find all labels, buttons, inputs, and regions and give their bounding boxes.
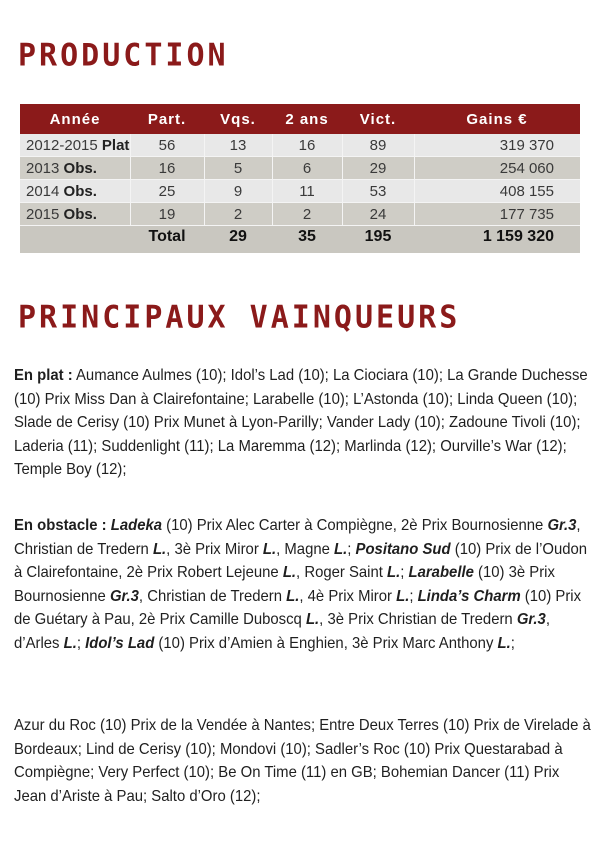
col-header-gains: Gains €	[414, 104, 580, 134]
obstacle-segment: , Christian de Tredern	[14, 517, 581, 558]
obstacle-emphasis: L.	[334, 540, 348, 558]
obstacle-segment: , Roger Saint	[296, 564, 388, 581]
cell-2ans: 6	[272, 157, 342, 180]
cell-year	[20, 134, 130, 157]
obstacle-emphasis: L.	[286, 587, 300, 605]
col-header-2ans: 2 ans	[272, 104, 342, 134]
table-row	[20, 157, 580, 180]
year-text: 2012-2015	[26, 136, 98, 154]
cell-vqs: 13	[204, 134, 272, 157]
cell-vqs: 9	[204, 180, 272, 203]
cell-vict: 53	[342, 180, 414, 203]
cell-2ans: 11	[272, 180, 342, 203]
race-type-tag: Obs.	[63, 159, 97, 177]
obstacle-emphasis: L.	[396, 587, 410, 605]
year-text: 2014	[26, 182, 60, 200]
obstacle-emphasis: L.	[497, 634, 511, 652]
cell-year	[20, 203, 130, 226]
obstacle-segment: ;	[347, 540, 356, 558]
obstacle-emphasis: Larabelle	[408, 564, 474, 581]
obstacle-emphasis: L.	[282, 564, 297, 581]
obstacle-segment: ;	[400, 564, 409, 581]
cell-year	[20, 157, 130, 180]
cell-gains: 319 370	[414, 134, 580, 157]
col-header-vqs: Vqs.	[204, 104, 272, 134]
obstacle-segment: ;	[510, 634, 515, 652]
obstacle-emphasis: L.	[63, 634, 77, 652]
cell-part: 25	[130, 180, 204, 203]
obstacle-emphasis: L.	[152, 540, 167, 558]
obstacle-segment: (10) Prix de Guétary à Pau, 2è Prix Camille Duboscq	[14, 587, 582, 628]
table-row	[20, 180, 580, 203]
cell-vict: 89	[342, 134, 414, 157]
cell-vqs: 2	[204, 203, 272, 226]
cell-year	[20, 180, 130, 203]
obstacle-label: En obstacle :	[14, 517, 107, 534]
table-header-row	[20, 104, 580, 134]
obstacle-emphasis: Idol’s Lad	[85, 634, 155, 652]
cell-part: 56	[130, 134, 204, 157]
obstacle-emphasis: Gr.3	[516, 611, 546, 628]
total-vict: 195	[342, 226, 414, 249]
cell-vqs: 5	[204, 157, 272, 180]
cell-vict: 29	[342, 157, 414, 180]
obstacle-emphasis: Gr.3	[109, 587, 139, 605]
race-type-tag: Plat	[101, 136, 130, 154]
cell-part: 16	[130, 157, 204, 180]
obstacle-emphasis: Gr.3	[547, 517, 577, 534]
table-total-row	[20, 226, 580, 249]
obstacle-segment: , d’Arles	[14, 611, 550, 652]
obstacle-emphasis: Positano Sud	[355, 540, 451, 558]
obstacle-segment: (10) Prix d’Amien à Enghien, 3è Prix Marc Anthony	[154, 634, 498, 652]
col-header-vict: Vict.	[342, 104, 414, 134]
obstacle-segment: , 3è Prix Christian de Tredern	[319, 611, 517, 628]
flat-text: Aumance Aulmes (10); Idol’s Lad (10); La Ciociara (10); La Grande Duchesse (10) Prix Miss Dan à Clairefontaine; Larabelle (10); L’Astonda (10); Linda Queen (10); Slade de Cerisy (10) Prix Munet à Lyon-Parilly; Vander Lady (10); Zadoune Tivoli (10); Laderia (11); Suddenlight (11); La Maremma (12); Marlinda (12); Ourville’s War (12); Temple Boy (12);	[14, 367, 588, 478]
total-gains: 1 159 320	[414, 226, 580, 249]
col-header-annee: Année	[20, 104, 130, 134]
cell-gains: 177 735	[414, 203, 580, 226]
winners-obstacle-paragraph	[14, 514, 592, 655]
production-heading: PRODUCTION	[18, 37, 229, 74]
winners-heading: PRINCIPAUX VAINQUEURS	[18, 299, 461, 336]
cell-2ans: 2	[272, 203, 342, 226]
cell-vict: 24	[342, 203, 414, 226]
year-text: 2013	[26, 159, 60, 177]
cell-2ans: 16	[272, 134, 342, 157]
obstacle-segment: , 4è Prix Miror	[299, 587, 397, 605]
winners-flat-paragraph	[14, 364, 592, 482]
year-text: 2015	[26, 205, 60, 223]
obstacle-text	[14, 517, 587, 652]
flat-label: En plat :	[14, 367, 73, 384]
race-type-tag: Obs.	[63, 205, 97, 223]
cell-empty	[20, 226, 130, 249]
obstacle-segment: (10) 3è Prix Bournosienne	[14, 564, 555, 605]
total-2ans: 35	[272, 226, 342, 249]
obstacle-segment: ;	[409, 587, 418, 605]
obstacle-emphasis: L.	[305, 611, 320, 628]
obstacle-emphasis: L.	[387, 564, 401, 581]
table-row	[20, 203, 580, 226]
race-type-tag: Obs.	[63, 182, 97, 200]
obstacle-emphasis: L.	[262, 540, 277, 558]
obstacle-segment: , 3è Prix Miror	[166, 540, 263, 558]
cell-gains: 408 155	[414, 180, 580, 203]
table-row	[20, 134, 580, 157]
cell-part: 19	[130, 203, 204, 226]
obstacle-segment: , Christian de Tredern	[138, 587, 287, 605]
obstacle-emphasis: Ladeka	[110, 517, 163, 534]
obstacle-segment: ;	[76, 634, 86, 652]
production-table-container	[20, 104, 580, 253]
total-label: Total	[130, 226, 204, 249]
winners-other-paragraph: Azur du Roc (10) Prix de la Vendée à Nantes; Entre Deux Terres (10) Prix de Virelade à Bordeaux; Lind de Cerisy (10); Mondovi (10); Sadler’s Roc (10) Prix Questarabad à Compiègne; Very Perfect (10); Be On Time (11) en GB; Bohemian Dancer (11) Prix Jean d’Ariste à Pau; Salto d’Oro (12);	[14, 717, 591, 805]
col-header-part: Part.	[130, 104, 204, 134]
total-vqs: 29	[204, 226, 272, 249]
obstacle-segment: , Magne	[276, 540, 335, 558]
obstacle-emphasis: Linda’s Charm	[417, 587, 521, 605]
cell-gains: 254 060	[414, 157, 580, 180]
obstacle-segment: (10) Prix de l’Oudon à Clairefontaine, 2è Prix Robert Lejeune	[14, 540, 588, 581]
obstacle-segment: (10) Prix Alec Carter à Compiègne, 2è Prix Bournosienne	[162, 517, 548, 534]
production-table	[20, 104, 580, 248]
